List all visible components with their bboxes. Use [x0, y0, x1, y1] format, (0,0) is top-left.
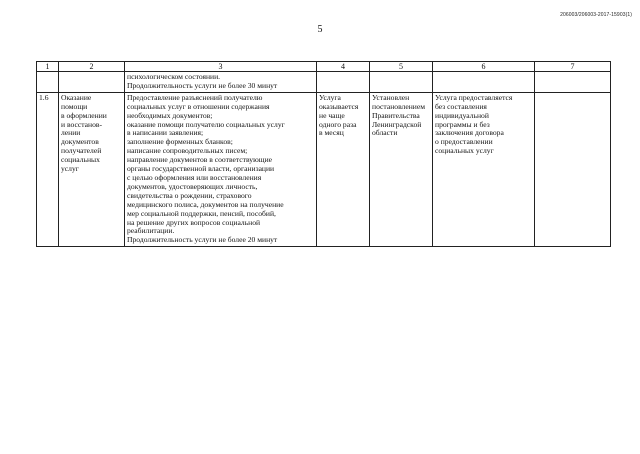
service-number: 1.6 [37, 92, 59, 246]
service-description: Предоставление разъяснений получателю социальных услуг в отношении содержания необходимых документов; оказание помощи получателю социальных услуг в написании заявления; заполнение форменных бланков; написание сопроводительных писем; направление документов в соответствующие органы государственной власти, организации с целью оформления или восстановления документов, удостоверяющих личность, свидетельства о рождении, страхового медицинского полиса, документов на получение мер социальной поддержки, пенсий, пособий, на решение других вопросов социальной реабилитации. Продолжительность услуги не более 20 минут [125, 92, 317, 246]
continued-cell-1 [37, 72, 59, 93]
continued-cell-7 [535, 72, 611, 93]
header-cell: 6 [433, 62, 535, 72]
continued-cell-6 [433, 72, 535, 93]
continued-description: психологическом состоянии. Продолжительность услуги не более 30 минут [125, 72, 317, 93]
continued-cell-5 [370, 72, 433, 93]
service-frequency: Услуга оказывается не чаще одного раза в месяц [317, 92, 370, 246]
header-cell: 2 [59, 62, 125, 72]
page-number: 5 [317, 24, 323, 35]
service-established: Установлен постановлением Правительства Ленинградской области [370, 92, 433, 246]
document-id: 206003/206003-2017-15903(1) [560, 12, 632, 18]
header-cell: 5 [370, 62, 433, 72]
continued-cell-4 [317, 72, 370, 93]
service-name: Оказание помощи в оформлении и восстанов- лении документов получателей социальных услуг [59, 92, 125, 246]
header-cell: 7 [535, 62, 611, 72]
service-row [37, 92, 611, 246]
header-cell: 3 [125, 62, 317, 72]
service-col7 [535, 92, 611, 246]
header-cell: 4 [317, 62, 370, 72]
service-conditions: Услуга предоставляется без составления индивидуальной программы и без заключения договора о предоставлении социальных услуг [433, 92, 535, 246]
header-row [37, 62, 611, 72]
services-table [36, 61, 611, 247]
continued-cell-2 [59, 72, 125, 93]
header-cell: 1 [37, 62, 59, 72]
continued-row [37, 72, 611, 93]
